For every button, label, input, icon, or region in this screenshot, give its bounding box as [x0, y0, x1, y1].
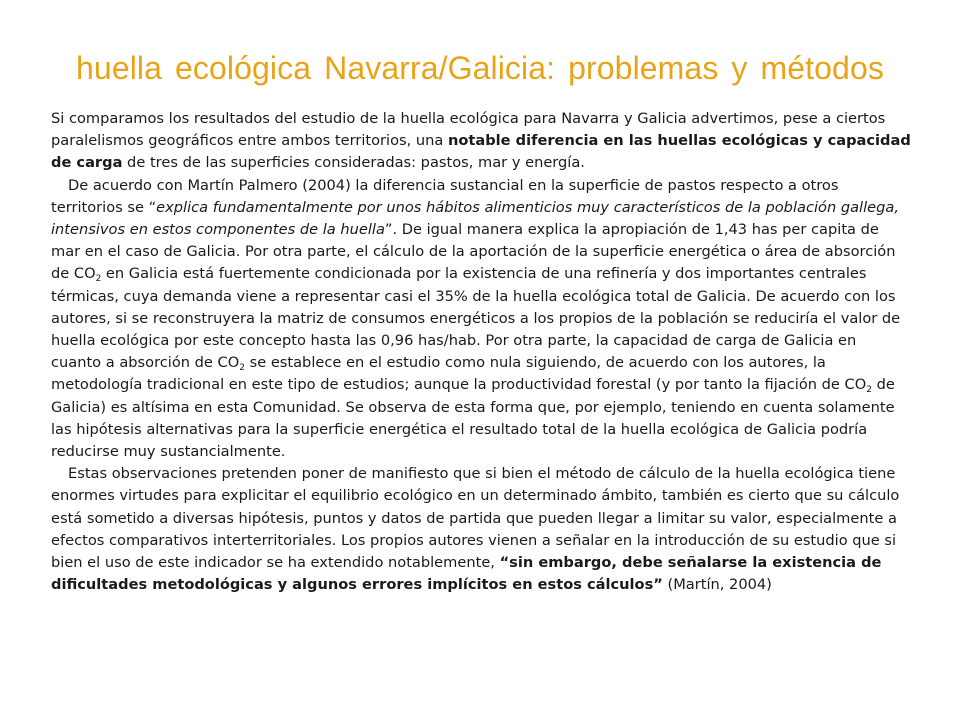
paragraph-2 — [51, 175, 911, 464]
paragraph-2-quote: explica fundamentalmente por unos hábitos alimenticios muy característicos de la población gallega, intensivos en estos componentes de la huella — [51, 198, 899, 239]
co2-subscript: 2 — [866, 385, 872, 396]
paragraph-1-text: Si comparamos los resultados del estudio de la huella ecológica para Navarra y Galicia advertimos, pese a ciertos paralelismos geográficos entre ambos territorios, una — [51, 110, 886, 150]
paragraph-2-text: De acuerdo con Martín Palmero (2004) la diferencia sustancial en la superficie de pastos respecto a otros territorios se “ — [51, 176, 839, 216]
paragraph-3 — [51, 463, 911, 596]
co2-subscript: 2 — [239, 363, 245, 374]
paragraph-1-text-end: de tres de las superficies consideradas: pastos, mar y energía. — [122, 154, 585, 172]
body-text — [51, 108, 911, 596]
paragraph-1 — [51, 108, 911, 175]
paragraph-3-bold-quote: “sin embargo, debe señalarse la existencia de dificultades metodológicas y algunos errores implícitos en estos cálculos” — [51, 554, 882, 594]
paragraph-2-text-b: ”. De igual manera explica la apropiación de 1,43 has per capita de mar en el caso de Galicia. Por otra parte, el cálculo de la aportación de la superficie energética o área de absorción de CO — [51, 221, 896, 283]
paragraph-3-citation: (Martín, 2004) — [662, 576, 772, 594]
paragraph-3-text: Estas observaciones pretenden poner de manifiesto que si bien el método de cálculo de la huella ecológica tiene enormes virtudes para explicitar el equilibrio ecológico en un determinado ámbito, también es cierto que su cálculo está sometido a diversas hipótesis, puntos y datos de partida que pueden llegar a limitar su valor, especialmente a efectos comparativos interterritoriales. Los propios autores vienen a señalar en la introducción de su estudio que si bien el uso de este indicador se ha extendido notablemente, — [51, 465, 900, 572]
paragraph-2-text-c: en Galicia está fuertemente condicionada por la existencia de una refinería y dos importantes centrales térmicas, cuya demanda viene a representar casi el 35% de la huella ecológica total de Galicia. De acuerdo con los autores, si se reconstruyera la matriz de consumos energéticos a los propios de la población se reduciría el valor de huella ecológica por este concepto hasta las 0,96 has/hab. Por otra parte, la capacidad de carga de Galicia en cuanto a absorción de CO — [51, 265, 901, 372]
paragraph-2-text-e: de Galicia) es altísima en esta Comunidad. Se observa de esta forma que, por ejemplo, teniendo en cuenta solamente las hipótesis alternativas para la superficie energética el resultado total de la huella ecológica de Galicia podría reducirse muy sustancialmente. — [51, 376, 895, 461]
paragraph-1-bold: notable diferencia en las huellas ecológicas y capacidad de carga — [51, 132, 911, 172]
co2-subscript: 2 — [95, 274, 102, 285]
slide-title: huella ecológica Navarra/Galicia: problemas y métodos — [76, 50, 884, 86]
paragraph-2-text-d: se establece en el estudio como nula siguiendo, de acuerdo con los autores, la metodología tradicional en este tipo de estudios; aunque la productividad forestal (y por tanto la fijación de CO — [51, 354, 867, 394]
